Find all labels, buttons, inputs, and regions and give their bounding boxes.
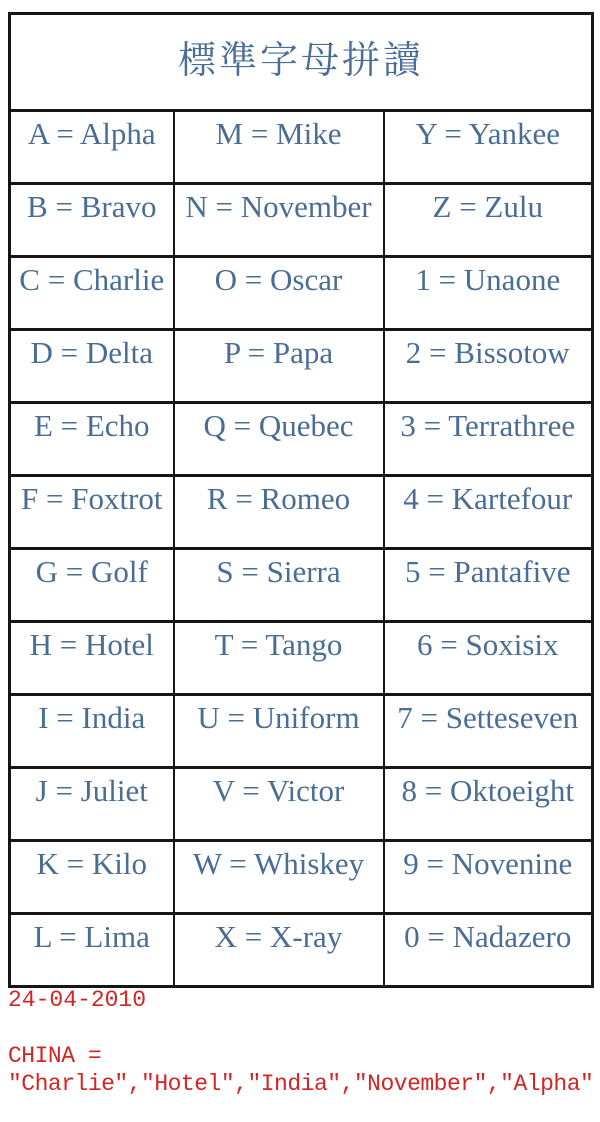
phonetic-cell: 2 = Bissotow bbox=[384, 330, 593, 403]
china-label: CHINA = bbox=[8, 1043, 102, 1069]
date-text: 24-04-2010 bbox=[8, 987, 147, 1013]
table-row bbox=[10, 330, 593, 403]
phonetic-cell: K = Kilo bbox=[10, 841, 174, 914]
phonetic-cell: 5 = Pantafive bbox=[384, 549, 593, 622]
phonetic-cell: 1 = Unaone bbox=[384, 257, 593, 330]
table-row bbox=[10, 184, 593, 257]
phonetic-cell: R = Romeo bbox=[174, 476, 384, 549]
table-row bbox=[10, 841, 593, 914]
table-row bbox=[10, 695, 593, 768]
phonetic-cell: V = Victor bbox=[174, 768, 384, 841]
phonetic-cell: H = Hotel bbox=[10, 622, 174, 695]
table-row bbox=[10, 622, 593, 695]
phonetic-cell: I = India bbox=[10, 695, 174, 768]
table-row bbox=[10, 257, 593, 330]
phonetic-cell: M = Mike bbox=[174, 111, 384, 184]
table-row bbox=[10, 768, 593, 841]
phonetic-cell: X = X-ray bbox=[174, 914, 384, 987]
china-spelling: "Charlie","Hotel","India","November","Alpha" bbox=[8, 1071, 594, 1097]
phonetic-cell: T = Tango bbox=[174, 622, 384, 695]
phonetic-cell: Q = Quebec bbox=[174, 403, 384, 476]
phonetic-cell: 0 = Nadazero bbox=[384, 914, 593, 987]
phonetic-alphabet-table bbox=[8, 12, 594, 988]
phonetic-cell: 8 = Oktoeight bbox=[384, 768, 593, 841]
footer-notes bbox=[8, 986, 596, 1098]
phonetic-cell: 9 = Novenine bbox=[384, 841, 593, 914]
title-row bbox=[10, 14, 593, 111]
phonetic-cell: Y = Yankee bbox=[384, 111, 593, 184]
phonetic-cell: D = Delta bbox=[10, 330, 174, 403]
table-row bbox=[10, 476, 593, 549]
phonetic-cell: 4 = Kartefour bbox=[384, 476, 593, 549]
phonetic-cell: N = November bbox=[174, 184, 384, 257]
phonetic-cell: Z = Zulu bbox=[384, 184, 593, 257]
phonetic-cell: F = Foxtrot bbox=[10, 476, 174, 549]
phonetic-cell: 7 = Setteseven bbox=[384, 695, 593, 768]
table-row bbox=[10, 549, 593, 622]
phonetic-cell: O = Oscar bbox=[174, 257, 384, 330]
phonetic-cell: 3 = Terrathree bbox=[384, 403, 593, 476]
phonetic-cell: S = Sierra bbox=[174, 549, 384, 622]
phonetic-cell: J = Juliet bbox=[10, 768, 174, 841]
phonetic-cell: 6 = Soxisix bbox=[384, 622, 593, 695]
phonetic-cell: C = Charlie bbox=[10, 257, 174, 330]
phonetic-cell: A = Alpha bbox=[10, 111, 174, 184]
table-row bbox=[10, 111, 593, 184]
table-row bbox=[10, 914, 593, 987]
phonetic-cell: G = Golf bbox=[10, 549, 174, 622]
table-title: 標準字母拼讀 bbox=[10, 14, 593, 111]
table-row bbox=[10, 403, 593, 476]
phonetic-cell: W = Whiskey bbox=[174, 841, 384, 914]
phonetic-cell: U = Uniform bbox=[174, 695, 384, 768]
phonetic-cell: P = Papa bbox=[174, 330, 384, 403]
phonetic-cell: L = Lima bbox=[10, 914, 174, 987]
phonetic-cell: B = Bravo bbox=[10, 184, 174, 257]
phonetic-cell: E = Echo bbox=[10, 403, 174, 476]
